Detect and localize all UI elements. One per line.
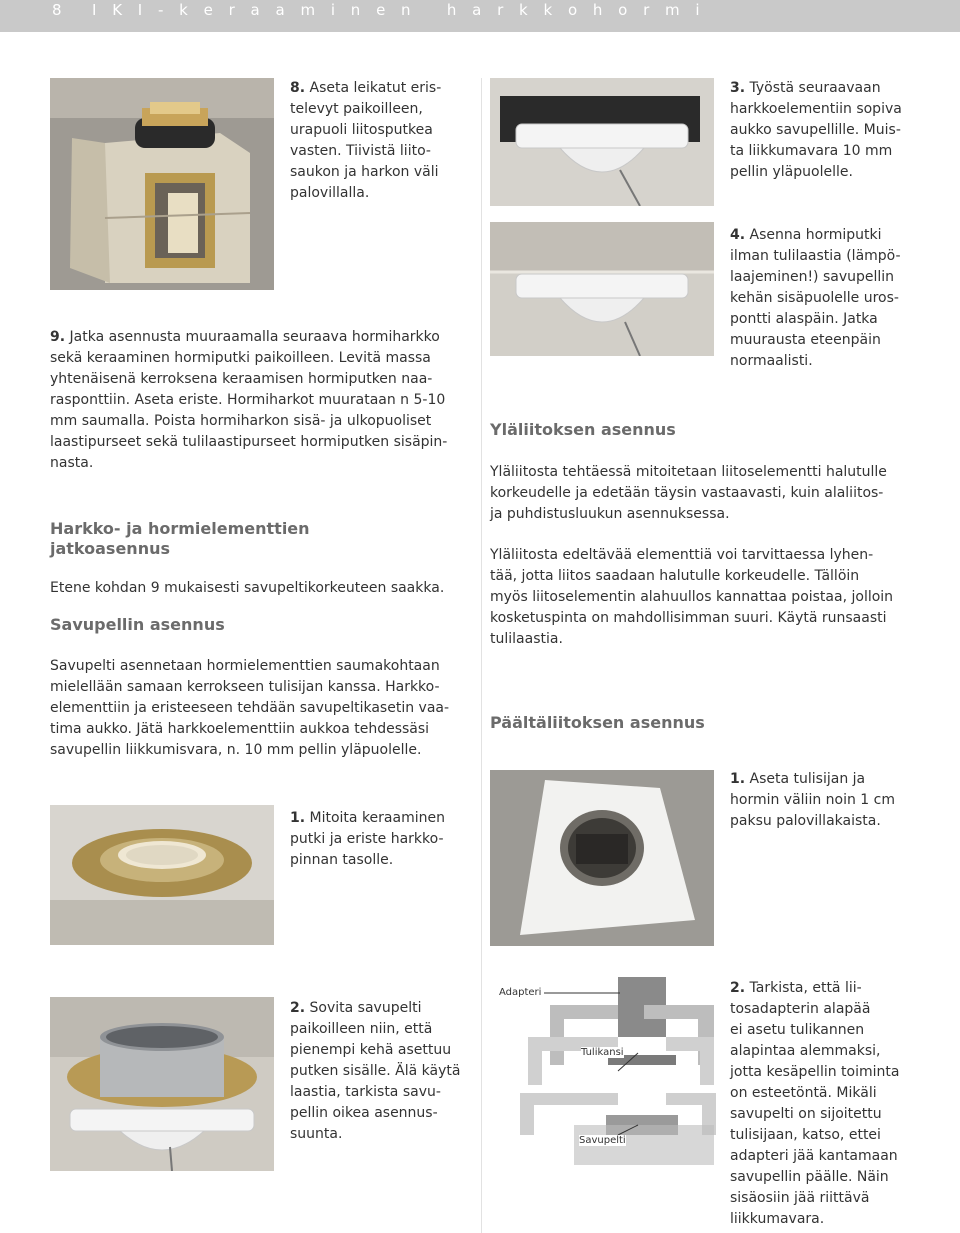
savupellin-asennus-text: Savupelti asennetaan hormielementtien saumakohtaan mielellään samaan kerrokseen tulisijan kanssa. Harkko- elementtiin ja eristeeseen tehdään savupeltikasetin vaa- tima aukko. Jätä harkkoelementtiin aukkoa tehdessäsi savupellin liikkumisvara, n. 10 mm pellin yläpuolelle. [50, 658, 450, 758]
step-9-text [50, 327, 475, 474]
photo-step-1-ceramic-pipe [50, 805, 274, 945]
page-number: 8 [52, 1, 63, 19]
step-8-text [290, 78, 470, 204]
step-1-body: Mitoita keraaminen putki ja eriste harkko- pinnan tasolle. [290, 810, 445, 868]
heading-harkko-jatkoasennus: Harkko- ja hormielementtien jatkoasennus [50, 519, 310, 558]
paalta-step-1-text [730, 769, 945, 832]
heading-ylaliitoksen-asennus: Yläliitoksen asennus [490, 420, 676, 439]
step-8-body: Aseta leikatut eris- televyt paikoilleen, urapuoli liitosputkea vasten. Tiivistä liito- saukon ja harkon väli palovillalla. [290, 80, 442, 201]
step-9-number: 9. [50, 329, 66, 345]
step-8-number: 8. [290, 80, 306, 96]
page-running-title: I K I - k e r a a m i n e n h a r k k o h o r m i [92, 1, 706, 19]
photo-step-8-chimney-block [50, 78, 274, 290]
photo-step-3-damper-opening [490, 78, 714, 206]
step-1-number: 1. [290, 810, 306, 826]
adapter-diagram [488, 975, 718, 1180]
step-3-text [730, 78, 945, 183]
step-2-number: 2. [290, 1000, 306, 1016]
paalta-step-1-number: 1. [730, 771, 746, 787]
photo-step-4-damper-installed [490, 222, 714, 356]
diagram-label-tulikansi: Tulikansi [581, 1047, 624, 1058]
step-1-text [290, 808, 470, 871]
paalta-step-2-number: 2. [730, 980, 746, 996]
step-2-text [290, 998, 475, 1145]
diagram-label-savupelti: Savupelti [579, 1135, 626, 1146]
step-2-body: Sovita savupelti paikoilleen niin, että pienempi kehä asettuu putken sisälle. Älä käytä laastia, tarkista savu- pellin oikea asennus- suunta. [290, 1000, 461, 1142]
step-4-number: 4. [730, 227, 746, 243]
heading-paaltaliitoksen-asennus: Päältäliitoksen asennus [490, 713, 705, 732]
ylaliitos-text-2: Yläliitosta edeltävää elementtiä voi tarvittaessa lyhen- tää, jotta liitos saadaan halutulle korkeudelle. Tällöin myös liitoselementin alahuullos kannattaa poistaa, jolloin kosketuspinta on mahdollisimman suuri. Käytä runsaasti tulilaastia. [490, 547, 894, 647]
step-4-text [730, 225, 945, 372]
column-divider [481, 78, 482, 1233]
photo-paalta-step-1-insulation [490, 770, 714, 946]
ylaliitos-text-1: Yläliitosta tehtäessä mitoitetaan liitoselementti halutulle korkeudelle ja edetään täysin vastaavasti, kuin alaliitos- ja puhdistusluukun asennuksessa. [490, 464, 887, 522]
page-header [0, 0, 960, 32]
harkko-jatkoasennus-text: Etene kohdan 9 mukaisesti savupeltikorkeuteen saakka. [50, 580, 445, 596]
step-9-body: Jatka asennusta muuraamalla seuraava hormiharkko sekä keraaminen hormiputki paikoilleen. Levitä massa yhtenäisenä kerroksena keraamisen hormiputken naa- rasponttiin. Aseta eriste. Hormiharkot muurataan n 5-10 mm saumalla. Poista hormiharkon sisä- ja ulkopuoliset laastipurseet sekä tulilaastipurseet hormiputken sisäpin- nasta. [50, 329, 448, 471]
heading-savupellin-asennus: Savupellin asennus [50, 615, 225, 634]
paalta-step-2-text [730, 978, 945, 1230]
photo-step-2-damper [50, 997, 274, 1171]
paalta-step-1-body: Aseta tulisijan ja hormin väliin noin 1 cm paksu palovillakaista. [730, 771, 895, 829]
step-4-body: Asenna hormiputki ilman tulilaastia (lämpö- laajeminen!) savupellin kehän sisäpuolelle uros- pontti alaspäin. Jatka muurausta eteenpäin normaalisti. [730, 227, 901, 369]
paalta-step-2-body: Tarkista, että lii- tosadapterin alapää ei asetu tulikannen alapintaa alemmaksi, jotta kesäpellin toiminta on esteetöntä. Mikäli savupelti on sijoitettu tulisijaan, katso, ettei adapteri jää kantamaan savupellin päälle. Näin sisäosiin jää riittävä liikkumavara. [730, 980, 900, 1227]
step-3-number: 3. [730, 80, 746, 96]
step-3-body: Työstä seuraavaan harkkoelementiin sopiva aukko savupellille. Muis- ta liikkumavara 10 mm pellin yläpuolelle. [730, 80, 902, 180]
diagram-label-adapteri: Adapteri [499, 987, 542, 998]
